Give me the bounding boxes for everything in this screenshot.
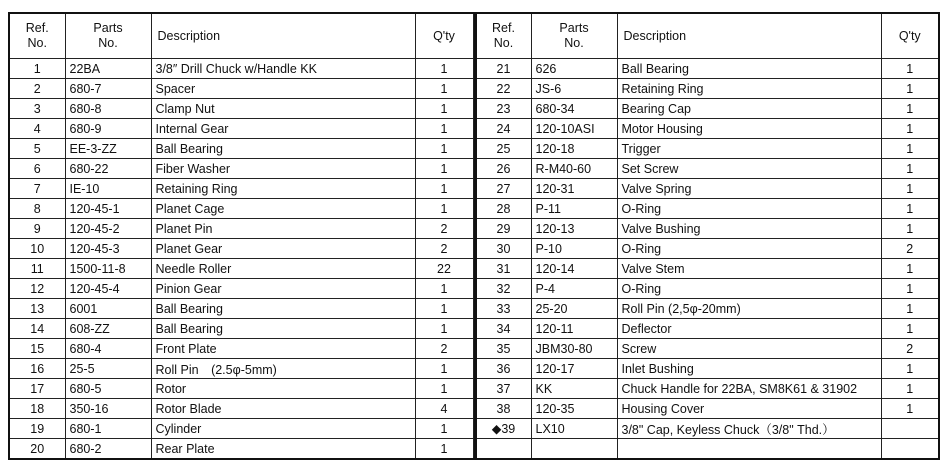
qty-cell: 2	[415, 239, 473, 259]
ref-cell: 28	[475, 199, 531, 219]
ref-cell: 15	[9, 339, 65, 359]
description-cell	[617, 439, 881, 460]
qty-cell: 1	[881, 279, 939, 299]
description-cell: Roll Pin (2,5φ-20mm)	[617, 299, 881, 319]
part-number-cell: 120-17	[531, 359, 617, 379]
table-row	[475, 439, 939, 460]
table-row	[9, 179, 473, 199]
qty-cell: 1	[415, 319, 473, 339]
ref-cell: 37	[475, 379, 531, 399]
qty-cell: 1	[415, 119, 473, 139]
part-number-cell: 350-16	[65, 399, 151, 419]
part-number-cell: 120-45-4	[65, 279, 151, 299]
ref-cell: 19	[9, 419, 65, 439]
description-cell: Inlet Bushing	[617, 359, 881, 379]
ref-cell: 33	[475, 299, 531, 319]
table-row	[9, 439, 473, 460]
part-number-cell: R-M40-60	[531, 159, 617, 179]
qty-header: Q'ty	[881, 13, 939, 59]
table-row	[475, 79, 939, 99]
qty-cell: 1	[415, 439, 473, 460]
description-cell: Ball Bearing	[617, 59, 881, 79]
description-cell: Fiber Washer	[151, 159, 415, 179]
ref-cell: 23	[475, 99, 531, 119]
part-number-cell: 680-22	[65, 159, 151, 179]
part-number-cell: 680-1	[65, 419, 151, 439]
part-number-cell: 120-45-1	[65, 199, 151, 219]
ref-cell: 8	[9, 199, 65, 219]
ref-cell: 34	[475, 319, 531, 339]
ref-cell: 21	[475, 59, 531, 79]
ref-cell: 7	[9, 179, 65, 199]
ref-header: Ref. No.	[475, 13, 531, 59]
qty-cell: 1	[415, 379, 473, 399]
ref-header: Ref. No.	[9, 13, 65, 59]
ref-cell: 36	[475, 359, 531, 379]
part-number-cell: 608-ZZ	[65, 319, 151, 339]
table-row	[9, 259, 473, 279]
qty-cell: 1	[881, 199, 939, 219]
part-number-cell: 680-34	[531, 99, 617, 119]
qty-cell: 1	[881, 299, 939, 319]
parts-list	[8, 12, 940, 460]
table-row	[9, 339, 473, 359]
table-row	[9, 159, 473, 179]
ref-cell: 6	[9, 159, 65, 179]
description-cell: Trigger	[617, 139, 881, 159]
table-row	[9, 199, 473, 219]
part-number-cell: P-11	[531, 199, 617, 219]
qty-cell: 2	[415, 219, 473, 239]
table-row	[9, 139, 473, 159]
table-row	[475, 219, 939, 239]
description-cell: Motor Housing	[617, 119, 881, 139]
qty-cell: 1	[415, 59, 473, 79]
ref-cell: 25	[475, 139, 531, 159]
part-number-cell: JBM30-80	[531, 339, 617, 359]
table-row	[475, 139, 939, 159]
ref-cell: 18	[9, 399, 65, 419]
qty-cell: 1	[881, 259, 939, 279]
parts-table-right	[474, 12, 940, 460]
table-row	[475, 359, 939, 379]
table-row	[475, 59, 939, 79]
qty-cell: 1	[881, 139, 939, 159]
part-number-cell: 680-4	[65, 339, 151, 359]
ref-cell: 38	[475, 399, 531, 419]
description-cell: Valve Bushing	[617, 219, 881, 239]
ref-cell: 26	[475, 159, 531, 179]
qty-cell: 1	[881, 99, 939, 119]
part-number-cell: 120-13	[531, 219, 617, 239]
table-row	[475, 399, 939, 419]
description-cell: Valve Spring	[617, 179, 881, 199]
table-row	[9, 279, 473, 299]
qty-cell: 1	[415, 359, 473, 379]
part-number-cell: 6001	[65, 299, 151, 319]
qty-cell: 1	[881, 319, 939, 339]
part-number-cell: 120-31	[531, 179, 617, 199]
part-number-cell: 120-14	[531, 259, 617, 279]
qty-cell: 1	[881, 79, 939, 99]
ref-cell: 5	[9, 139, 65, 159]
table-row	[475, 299, 939, 319]
table-row	[475, 199, 939, 219]
part-number-cell: 120-35	[531, 399, 617, 419]
description-cell: Retaining Ring	[151, 179, 415, 199]
parts-header: Parts No.	[65, 13, 151, 59]
ref-cell	[475, 439, 531, 460]
ref-cell: 29	[475, 219, 531, 239]
table-row	[9, 99, 473, 119]
table-row	[475, 419, 939, 439]
ref-cell: 13	[9, 299, 65, 319]
description-cell: Valve Stem	[617, 259, 881, 279]
description-cell: Deflector	[617, 319, 881, 339]
ref-cell: 32	[475, 279, 531, 299]
ref-cell: ◆39	[475, 419, 531, 439]
part-number-cell: 120-18	[531, 139, 617, 159]
description-cell: Ball Bearing	[151, 299, 415, 319]
table-row	[475, 119, 939, 139]
table-row	[475, 379, 939, 399]
part-number-cell: EE-3-ZZ	[65, 139, 151, 159]
ref-cell: 10	[9, 239, 65, 259]
description-cell: Housing Cover	[617, 399, 881, 419]
part-number-cell: LX10	[531, 419, 617, 439]
ref-cell: 31	[475, 259, 531, 279]
table-row	[475, 179, 939, 199]
description-cell: Needle Roller	[151, 259, 415, 279]
part-number-cell: P-10	[531, 239, 617, 259]
ref-cell: 22	[475, 79, 531, 99]
ref-cell: 3	[9, 99, 65, 119]
description-cell: 3/8" Cap, Keyless Chuck（3/8" Thd.）	[617, 419, 881, 439]
qty-cell: 1	[881, 59, 939, 79]
description-cell: Bearing Cap	[617, 99, 881, 119]
part-number-cell: 120-11	[531, 319, 617, 339]
part-number-cell: 22BA	[65, 59, 151, 79]
part-number-cell: 680-8	[65, 99, 151, 119]
table-row	[9, 59, 473, 79]
qty-cell: 1	[415, 159, 473, 179]
qty-cell	[881, 439, 939, 460]
ref-cell: 20	[9, 439, 65, 460]
part-number-cell: IE-10	[65, 179, 151, 199]
table-row	[9, 419, 473, 439]
table-row	[475, 239, 939, 259]
parts-header: Parts No.	[531, 13, 617, 59]
table-row	[475, 159, 939, 179]
table-row	[9, 119, 473, 139]
description-cell: Pinion Gear	[151, 279, 415, 299]
qty-cell: 1	[415, 419, 473, 439]
header-row	[475, 13, 939, 59]
part-number-cell: 680-5	[65, 379, 151, 399]
ref-cell: 24	[475, 119, 531, 139]
qty-cell: 1	[415, 179, 473, 199]
description-cell: Planet Cage	[151, 199, 415, 219]
table-row	[9, 379, 473, 399]
description-header: Description	[151, 13, 415, 59]
description-cell: Internal Gear	[151, 119, 415, 139]
part-number-cell	[531, 439, 617, 460]
qty-cell: 1	[881, 159, 939, 179]
part-number-cell: 120-45-3	[65, 239, 151, 259]
qty-cell: 1	[881, 359, 939, 379]
table-row	[9, 399, 473, 419]
table-row	[9, 319, 473, 339]
part-number-cell: 25-20	[531, 299, 617, 319]
description-cell: Retaining Ring	[617, 79, 881, 99]
part-number-cell: 680-2	[65, 439, 151, 460]
ref-cell: 17	[9, 379, 65, 399]
ref-cell: 4	[9, 119, 65, 139]
table-row	[9, 299, 473, 319]
qty-cell: 2	[881, 339, 939, 359]
description-cell: Planet Gear	[151, 239, 415, 259]
ref-cell: 14	[9, 319, 65, 339]
part-number-cell: 1500-11-8	[65, 259, 151, 279]
qty-cell: 1	[415, 79, 473, 99]
part-number-cell: 680-9	[65, 119, 151, 139]
description-cell: Planet Pin	[151, 219, 415, 239]
table-row	[475, 319, 939, 339]
description-cell: 3/8″ Drill Chuck w/Handle KK	[151, 59, 415, 79]
table-row	[475, 279, 939, 299]
table-row	[9, 359, 473, 379]
part-number-cell: KK	[531, 379, 617, 399]
qty-cell: 1	[415, 139, 473, 159]
part-number-cell: 680-7	[65, 79, 151, 99]
qty-cell: 1	[881, 379, 939, 399]
part-number-cell: 120-45-2	[65, 219, 151, 239]
qty-cell: 1	[415, 279, 473, 299]
qty-cell: 2	[881, 239, 939, 259]
qty-cell: 1	[415, 199, 473, 219]
ref-cell: 16	[9, 359, 65, 379]
part-number-cell: JS-6	[531, 79, 617, 99]
table-row	[9, 239, 473, 259]
table-row	[475, 339, 939, 359]
description-cell: Rotor Blade	[151, 399, 415, 419]
ref-cell: 11	[9, 259, 65, 279]
qty-cell: 1	[415, 299, 473, 319]
parts-table-left	[8, 12, 474, 460]
description-cell: Screw	[617, 339, 881, 359]
description-cell: Set Screw	[617, 159, 881, 179]
description-cell: Clamp Nut	[151, 99, 415, 119]
description-cell: Ball Bearing	[151, 319, 415, 339]
qty-cell: 1	[415, 99, 473, 119]
qty-cell: 2	[415, 339, 473, 359]
ref-cell: 30	[475, 239, 531, 259]
qty-cell: 1	[881, 179, 939, 199]
table-row	[9, 79, 473, 99]
description-cell: Roll Pin (2.5φ-5mm)	[151, 359, 415, 379]
ref-cell: 12	[9, 279, 65, 299]
header-row	[9, 13, 473, 59]
description-cell: Ball Bearing	[151, 139, 415, 159]
ref-cell: 1	[9, 59, 65, 79]
description-cell: Spacer	[151, 79, 415, 99]
description-cell: Cylinder	[151, 419, 415, 439]
qty-cell: 22	[415, 259, 473, 279]
description-cell: Rotor	[151, 379, 415, 399]
qty-cell	[881, 419, 939, 439]
part-number-cell: 626	[531, 59, 617, 79]
part-number-cell: 120-10ASI	[531, 119, 617, 139]
description-cell: O-Ring	[617, 239, 881, 259]
ref-cell: 9	[9, 219, 65, 239]
description-cell: O-Ring	[617, 199, 881, 219]
qty-cell: 1	[881, 119, 939, 139]
qty-header: Q'ty	[415, 13, 473, 59]
table-row	[475, 259, 939, 279]
part-number-cell: 25-5	[65, 359, 151, 379]
part-number-cell: P-4	[531, 279, 617, 299]
ref-cell: 35	[475, 339, 531, 359]
qty-cell: 1	[881, 399, 939, 419]
qty-cell: 1	[881, 219, 939, 239]
description-cell: Chuck Handle for 22BA, SM8K61 & 31902	[617, 379, 881, 399]
description-header: Description	[617, 13, 881, 59]
description-cell: O-Ring	[617, 279, 881, 299]
table-row	[475, 99, 939, 119]
description-cell: Rear Plate	[151, 439, 415, 460]
ref-cell: 27	[475, 179, 531, 199]
table-row	[9, 219, 473, 239]
qty-cell: 4	[415, 399, 473, 419]
ref-cell: 2	[9, 79, 65, 99]
description-cell: Front Plate	[151, 339, 415, 359]
